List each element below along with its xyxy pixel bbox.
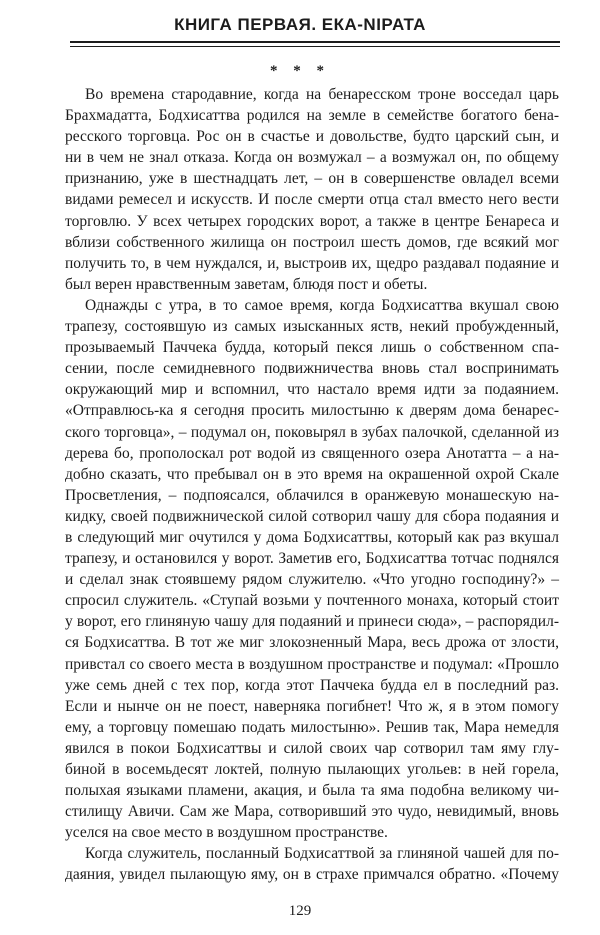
paragraph [65,84,559,295]
text-line: кидку, своей подвижнической силой сотворил чашу для сбора подаяния и [65,507,559,525]
text-line: у ворот, его глиняную чашу для подаяний и принеси сюда», – распорядил- [65,613,559,631]
text-line: стилищу Авичи. Сам же Мара, сотворивший это чудо, невидимый, вновь [65,803,559,821]
text-line: был верен нравственным заветам, блюдя пост и обеты. [65,275,428,293]
paragraph [65,843,559,885]
text-line: ресского торговца. Рос он в счастье и довольстве, будто царский сын, и [65,128,559,146]
page-number: 129 [288,903,312,919]
running-head: КНИГА ПЕРВАЯ. ЕКА-NIPATA [174,15,426,34]
text-line: сении, после семидневного подвижничества вновь стал воспринимать [65,360,559,378]
body-text [65,84,559,886]
paragraph [65,295,559,843]
text-line: дерева бо, прополоскал рот водой из священного озера Анотатта – а на- [65,444,559,462]
text-line: в следующий миг очутился у дома Бодхисаттвы, который как раз вкушал [65,528,559,546]
text-line: уселся на свое место в воздушном пространстве. [65,824,388,842]
section-divider: * * * [270,63,330,79]
text-line: признанию, уже в шестнадцать лет, – он в совершенстве овладел всеми [65,170,559,188]
text-line: спросил служитель. «Ступай возьми у почтенного монаха, который стоит [65,592,559,610]
text-line: биной в восемьдесят локтей, полную пылающих угольев: в ней горела, [65,761,559,778]
text-line: ского торговца», – подумал он, поковырял в зубах палочкой, сделанной из [65,423,559,441]
text-line: ся Бодхисаттва. В тот же миг злокозненный Мара, весь дрожа от злости, [65,634,559,652]
text-line: видами ремесел и искусств. И после смерти отца стал вместо него вести [65,191,559,209]
text-line: даяния, увидел пылающую яму, он в страхе примчался обратно. «Почему [65,866,559,884]
text-line: торговлю. У всех четырех городских ворот, а также в центре Бенареса и [65,212,559,230]
header-rule-thin [70,46,560,47]
text-line: Однажды с утра, в то самое время, когда Бодхисаттва вкушал свою [85,296,559,314]
text-line: окружающий мир и вспомнил, что настало время идти за подаянием. [65,381,559,399]
text-line: вблизи собственного жилища он построил шесть домов, где всякий мог [65,233,559,251]
text-line: и сделал знак стоявшему рядом служителю. «Что угодно господину?» – [65,571,559,589]
text-line: Когда служитель, посланный Бодхисаттвой за глиняной чашей для по- [85,845,559,863]
text-line: ему, а торговцу помешаю подать милостыню». Решив так, Мара немедля [65,718,559,736]
text-line: добно сказать, что пребывал он в это время на окрашенной охрой Скале [65,465,559,483]
text-line: трапезу, состоявшую из самых изысканных яств, некий пробужденный, [65,318,559,336]
text-line: Просветления, – подпоясался, облачился в оранжевую монашескую на- [65,486,559,504]
text-line: полыхая языками пламени, акация, и была та яма подобна великому чи- [65,782,559,800]
text-line: ни в чем не знал отказа. Когда он возмужал – а возмужал он, по общему [65,149,559,167]
text-line: «Отправлюсь-ка я сегодня просить милостыню к дверям дома бенарес- [65,402,559,420]
header-rule [70,41,560,43]
text-line: Во времена стародавние, когда на бенаресском троне восседал царь [85,86,559,103]
text-line: трапезу, и остановился у ворот. Заметив его, Бодхисаттва тотчас поднялся [65,550,559,568]
text-line: получить то, в чем нуждался, и, выстроив их, щедро раздавал подаяние и [65,254,559,272]
text-line: прозываемый Паччека будда, который пекся лишь о собственном спа- [65,339,559,357]
text-line: привстал со своего места в воздушном пространстве и подумал: «Прошло [65,655,559,673]
text-line: Если и нынче он не поест, наверняка погибнет! Что ж, я в этом помогу [65,697,559,715]
text-line: уже семь дней с тех пор, когда этот Паччека будда ел в последний раз. [65,676,559,694]
text-line: явился в покои Бодхисаттвы и силой своих чар сотворил там яму глу- [65,739,559,757]
text-line: Брахмадатта, Бодхисаттва родился на земле в семействе богатого бена- [65,107,559,125]
